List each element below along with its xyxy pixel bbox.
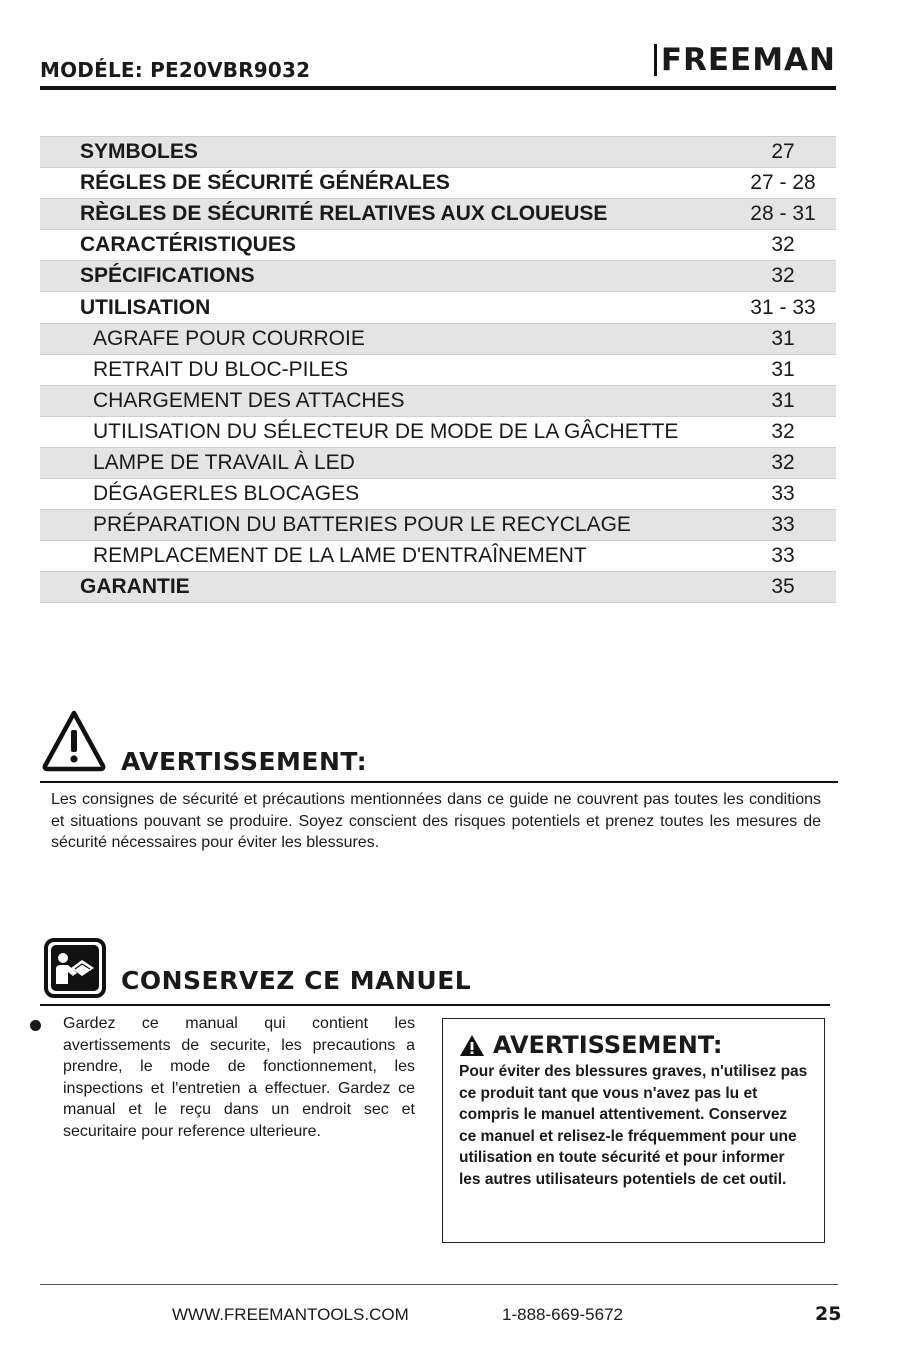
save-manual-title: CONSERVEZ CE MANUEL — [121, 966, 472, 995]
toc-entry-page: 31 - 33 — [750, 295, 816, 319]
toc-entry-label: REMPLACEMENT DE LA LAME D'ENTRAÎNEMENT — [93, 544, 587, 568]
toc-entry-label: LAMPE DE TRAVAIL À LED — [93, 450, 355, 474]
toc-entry-page: 27 — [771, 140, 795, 164]
toc-row — [40, 448, 836, 479]
footer-website: WWW.FREEMANTOOLS.COM — [172, 1305, 409, 1324]
toc-entry-page: 31 — [771, 357, 795, 381]
toc-entry-page: 32 — [771, 233, 795, 257]
warning-triangle-small-icon — [459, 1034, 485, 1057]
warning-box — [442, 1018, 825, 1243]
toc-entry-label: SYMBOLES — [80, 140, 198, 164]
warning-box-title-row — [459, 1031, 808, 1059]
toc-entry-label: RÈGLES DE SÉCURITÉ RELATIVES AUX CLOUEUSE — [80, 202, 608, 226]
toc-entry-label: PRÉPARATION DU BATTERIES POUR LE RECYCLAGE — [93, 513, 631, 537]
toc-row — [40, 510, 836, 541]
toc-row — [40, 230, 836, 261]
toc-entry-page: 35 — [771, 575, 795, 599]
toc-row — [40, 292, 836, 323]
toc-entry-label: CHARGEMENT DES ATTACHES — [93, 388, 405, 412]
toc-row — [40, 199, 836, 230]
toc-entry-label: RETRAIT DU BLOC-PILES — [93, 357, 349, 381]
brand-logo: FREEMAN — [654, 44, 836, 76]
toc-row — [40, 324, 836, 355]
toc-row — [40, 355, 836, 386]
page-number: 25 — [815, 1303, 842, 1325]
warning-box-text: Pour éviter des blessures graves, n'utilisez pas ce produit tant que vous n'avez pas lu et compris le manuel attentivement. Conservez ce manuel et relisez-le fréquemment pour une utilisation en toute sécurité et pour informer les autres utilisateurs potentiels de cet outil. — [459, 1063, 808, 1188]
toc-entry-page: 31 — [771, 388, 795, 412]
warning-rule — [40, 781, 838, 783]
toc-entry-page: 32 — [771, 264, 795, 288]
toc-entry-page: 32 — [771, 419, 795, 443]
bullet-icon — [30, 1020, 41, 1031]
toc-row — [40, 479, 836, 510]
toc-entry-page: 28 - 31 — [750, 202, 816, 226]
warning-box-title: AVERTISSEMENT: — [493, 1031, 723, 1059]
toc-entry-label: RÉGLES DE SÉCURITÉ GÉNÉRALES — [80, 171, 450, 195]
footer-rule — [40, 1284, 838, 1285]
toc-row — [40, 386, 836, 417]
toc-row — [40, 168, 836, 199]
toc-entry-page: 31 — [771, 326, 795, 350]
toc-entry-label: CARACTÉRISTIQUES — [80, 233, 296, 257]
toc-entry-page: 32 — [771, 450, 795, 474]
toc-entry-label: AGRAFE POUR COURROIE — [93, 326, 365, 350]
toc-entry-label: GARANTIE — [80, 575, 190, 599]
toc-entry-label: UTILISATION — [80, 295, 211, 319]
warning-triangle-icon — [40, 708, 108, 772]
toc-entry-label: SPÉCIFICATIONS — [80, 264, 255, 288]
toc-entry-page: 27 - 28 — [750, 171, 816, 195]
table-of-contents — [40, 136, 836, 603]
toc-row — [40, 261, 836, 292]
toc-entry-page: 33 — [771, 482, 795, 506]
toc-row — [40, 541, 836, 572]
toc-row — [40, 417, 836, 448]
save-manual-bullet-text: Gardez ce manual qui contient les avertissements de securite, les precautions a prendre, le mode de fonctionnement, les inspections et l'entretien a effectuer. Gardez ce manual et le reçu dans un endroit sec et securitaire pour reference ulterieure. — [63, 1015, 415, 1140]
warning-text: Les consignes de sécurité et précautions mentionnées dans ce guide ne couvrent pas toutes les conditions et situations pouvant se produire. Soyez conscient des risques potentiels et prenez toutes les mesures de sécurité nécessaires pour éviter les blessures. — [51, 791, 821, 851]
toc-entry-page: 33 — [771, 544, 795, 568]
header-rule — [40, 86, 836, 90]
toc-entry-page: 33 — [771, 513, 795, 537]
save-manual-rule — [40, 1004, 830, 1006]
read-manual-icon — [44, 938, 106, 998]
model-number: MODÉLE: PE20VBR9032 — [40, 58, 311, 82]
toc-row — [40, 572, 836, 603]
toc-entry-label: UTILISATION DU SÉLECTEUR DE MODE DE LA GÂCHETTE — [93, 419, 679, 443]
warning-title: AVERTISSEMENT: — [121, 747, 368, 776]
toc-entry-label: DÉGAGERLES BLOCAGES — [93, 482, 360, 506]
footer-phone: 1-888-669-5672 — [502, 1305, 623, 1324]
toc-row — [40, 137, 836, 168]
